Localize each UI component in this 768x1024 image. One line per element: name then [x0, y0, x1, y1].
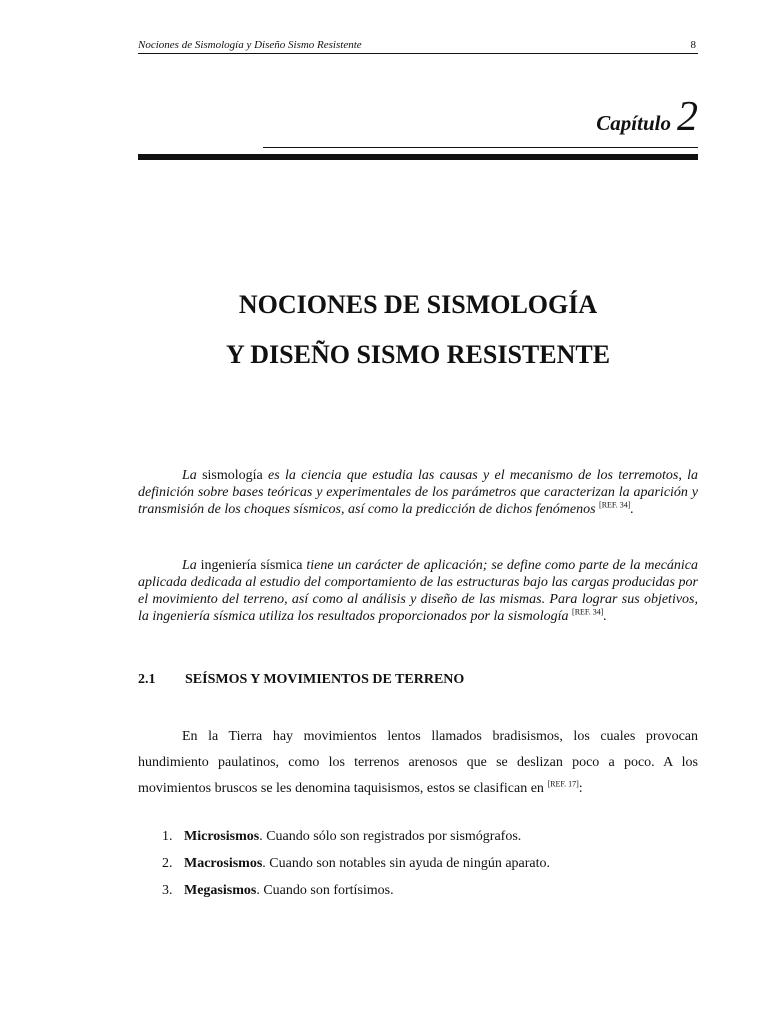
- list-item-term: Macrosismos: [184, 856, 263, 871]
- header-title: Nociones de Sismología y Diseño Sismo Resistente: [138, 39, 362, 51]
- list-item-text: . Cuando sólo son registrados por sismógrafos.: [259, 829, 522, 844]
- running-header: [138, 38, 698, 54]
- chapter-label: [596, 93, 698, 141]
- chapter-title-line-2: Y DISEÑO SISMO RESISTENTE: [225, 340, 611, 369]
- list-item: [138, 883, 698, 910]
- classification-list: [138, 829, 698, 910]
- list-item-text: . Cuando son notables sin ayuda de ningún aparato.: [262, 856, 551, 871]
- paragraph-lead: La: [182, 558, 197, 573]
- paragraph-end: .: [630, 502, 634, 517]
- paragraph-sismologia: [138, 467, 698, 518]
- paragraph-ingenieria-sismica: [138, 557, 698, 625]
- section-number: 2.1: [138, 672, 156, 687]
- paragraph-term: ingeniería sísmica: [200, 558, 303, 573]
- chapter-number: 2: [677, 94, 698, 140]
- chapter-title: [138, 280, 698, 380]
- list-item-text: . Cuando son fortísimos.: [256, 883, 394, 898]
- paragraph-text: es la ciencia que estudia las causas y el mecanismo de los terremotos, la definición sobre bases teóricas y experimentales de los parámetros que caracterizan la aparición y transmisión de los choques sísmicos, así como la predicción de dichos fenómenos: [138, 468, 699, 517]
- list-item-term: Microsismos: [184, 829, 260, 844]
- list-item-number: 2.: [162, 856, 173, 871]
- list-item-term: Megasismos: [184, 883, 257, 898]
- reference-tag: [REF. 17]: [547, 779, 579, 789]
- paragraph-end: :: [578, 781, 583, 796]
- chapter-word: Capítulo: [596, 111, 671, 135]
- page-number: 8: [690, 39, 696, 51]
- paragraph-lead: La: [182, 468, 197, 483]
- list-item: [138, 856, 698, 883]
- paragraph-text: tiene un carácter de aplicación; se define como parte de la mecánica aplicada dedicada al estudio del comportamiento de las estructuras bajo las cargas producidas por el movimiento del terreno, así como al análisis y diseño de las mismas. Para lograr sus objetivos, la ingeniería sísmica utiliza los resultados proporcionados por la sismología: [138, 558, 699, 624]
- paragraph-movimientos: [138, 724, 698, 802]
- section-heading: [138, 672, 698, 688]
- list-item-number: 3.: [162, 883, 173, 898]
- list-item-number: 1.: [162, 829, 173, 844]
- chapter-rule-thick: [138, 154, 698, 160]
- paragraph-end: .: [603, 609, 607, 624]
- chapter-rule-thin: [263, 147, 698, 148]
- paragraph-text: En la Tierra hay movimientos lentos llamados bradisismos, los cuales provocan hundimiento paulatinos, como los terrenos arenosos que se deslizan poco a poco. A los movimientos bruscos se les denomina taquisismos, estos se clasifican en: [138, 729, 698, 796]
- list-item: [138, 829, 698, 856]
- section-title: SEÍSMOS Y MOVIMIENTOS DE TERRENO: [185, 672, 465, 687]
- reference-tag: [REF. 34]: [599, 500, 631, 510]
- reference-tag: [REF. 34]: [572, 607, 604, 617]
- chapter-title-line-1: NOCIONES DE SISMOLOGÍA: [238, 290, 598, 319]
- paragraph-term: sismología: [202, 468, 263, 483]
